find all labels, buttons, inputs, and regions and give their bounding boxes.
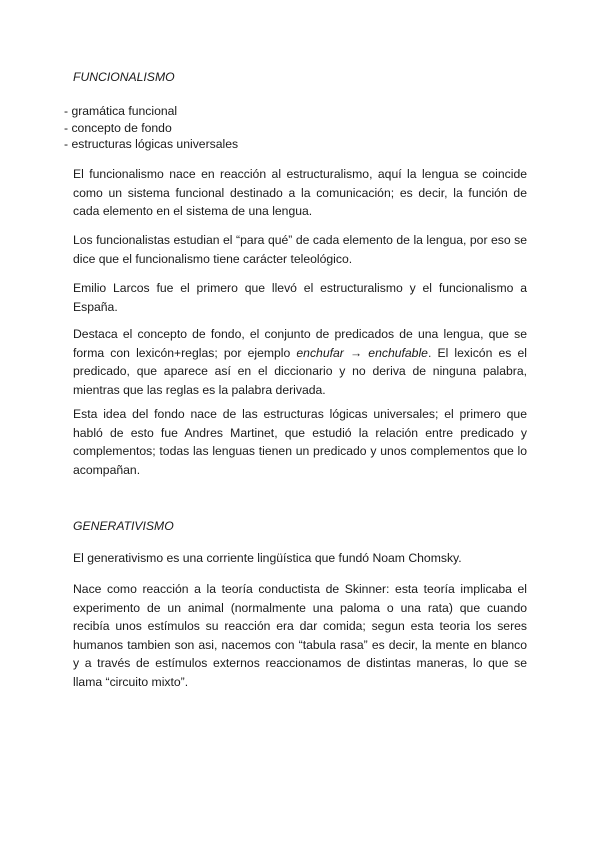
paragraph-funcionalismo-teleology: Los funcionalistas estudian el “para qué” de cada elemento de la lengua, por eso se dice que el funcionalismo tiene carácter teleológico. [73,233,527,266]
paragraph-text: . El lexicón es el predicado, que aparece así en el diccionario y no deriva de ninguna palabra, mientras que las reglas es la palabra derivada. [73,345,527,397]
paragraph-concepto-de-fondo [73,325,527,399]
paragraph-skinner-theory: Nace como reacción a la teoría conductista de Skinner: esta teoría implicaba el experimento de un animal (normalmente una paloma o una rata) que cuando recibía unos estímulos su reacción era dar comida; segun esta teoria los seres humanos tambien son asi, nacemos con “tabula rasa” es decir, la mente en blanco y a través de estímulos externos reaccionamos de distintas maneras, lo que se llama “circuito mixto”. [73,582,527,689]
paragraph-text: Destaca el concepto de fondo, el conjunto de predicados de una lengua, que se forma con lexicón+reglas; por ejemplo [73,327,527,360]
paragraph-funcionalismo-definition: El funcionalismo nace en reacción al estructuralismo, aquí la lengua se coincide como un sistema funcional destinado a la comunicación; es decir, la función de cada elemento en el sistema de una lengua. [73,167,527,219]
section-title-generativismo: GENERATIVISMO [73,519,174,533]
section-title-funcionalismo: FUNCIONALISMO [73,70,175,84]
paragraph-estructuras-logicas: Esta idea del fondo nace de las estructuras lógicas universales; el primero que habló de esto fue Andres Martinet, que estudió la relación entre predicado y complementos; todas las lenguas tienen un predicado y unos complementos que lo acompañan. [73,407,527,477]
bullet-list [64,103,238,153]
list-item: - gramática funcional [64,104,178,118]
example-text: enchufar → enchufable [296,345,428,360]
list-item: - concepto de fondo [64,120,172,135]
paragraph-generativismo-intro: El generativismo es una corriente lingüística que fundó Noam Chomsky. [73,551,462,565]
paragraph-emilio-larcos: Emilio Larcos fue el primero que llevó el estructuralismo y el funcionalismo a España. [73,281,527,314]
list-item: - estructuras lógicas universales [64,137,239,151]
